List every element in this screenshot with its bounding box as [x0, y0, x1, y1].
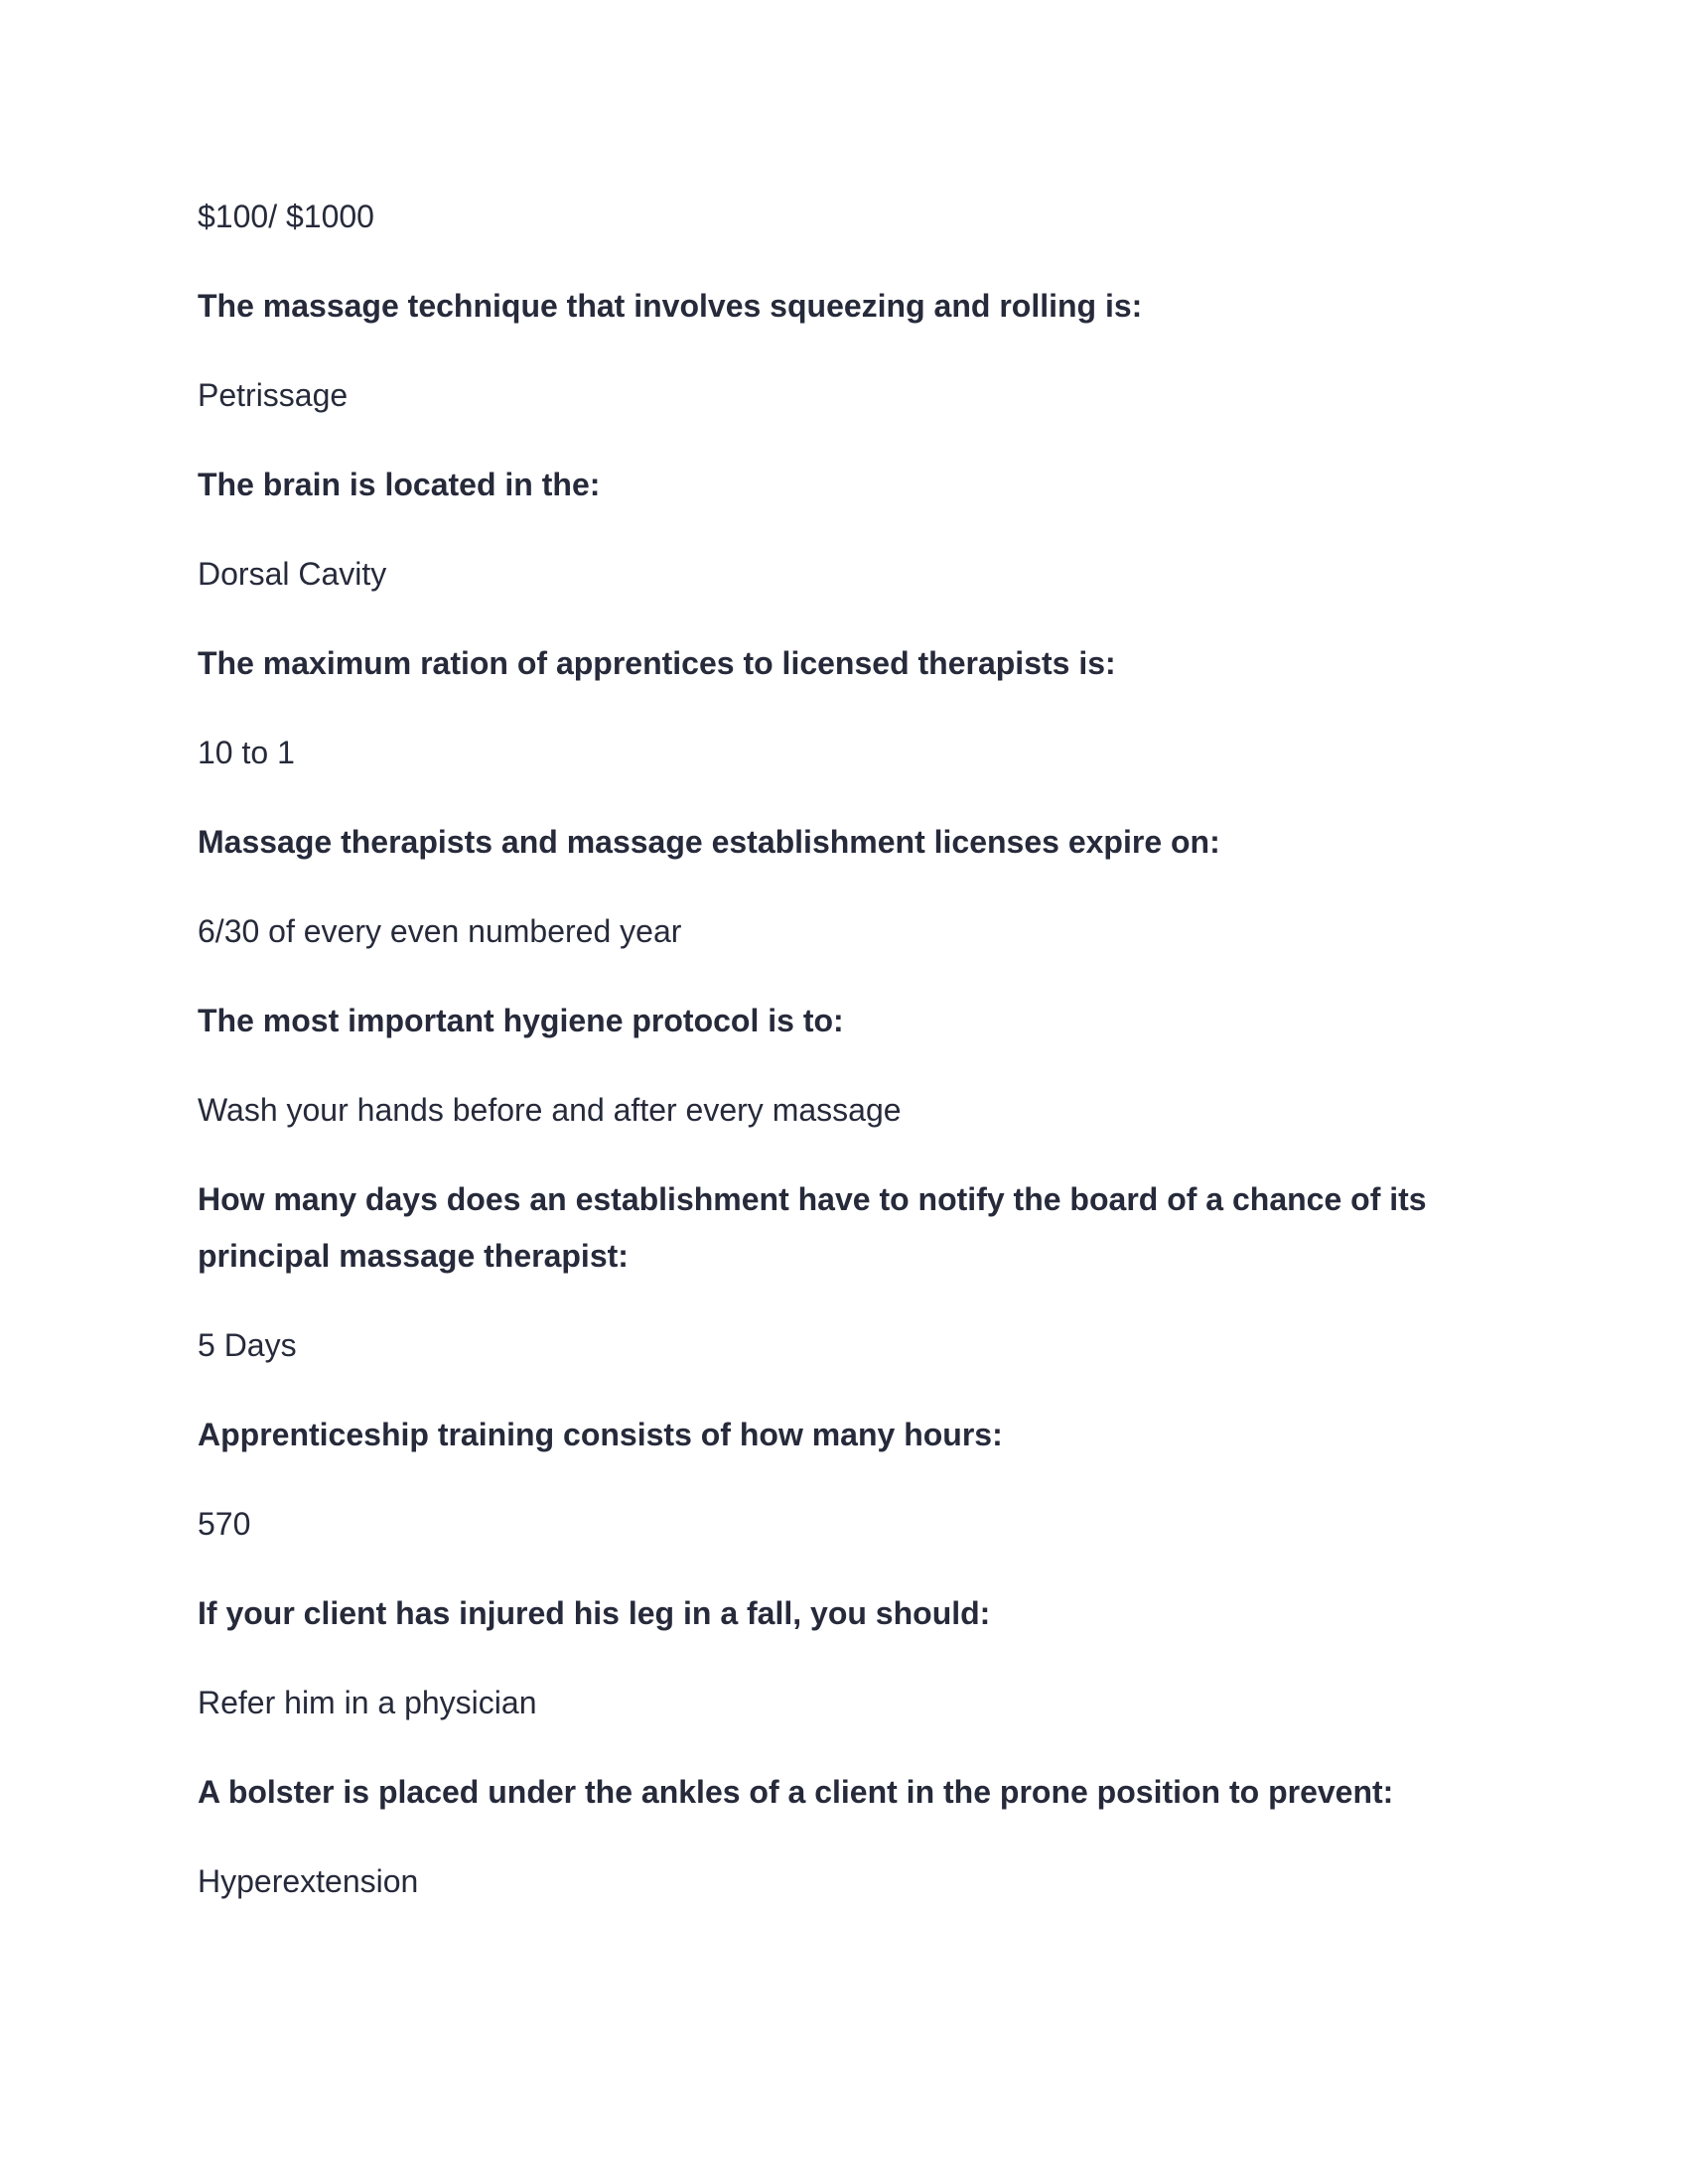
answer-text: 6/30 of every even numbered year [198, 913, 682, 949]
answer-text: Dorsal Cavity [198, 556, 387, 592]
question-text: If your client has injured his leg in a fall, you should: [198, 1595, 991, 1631]
question-text: How many days does an establishment have to notify the board of a chance of its principal massage therapist: [198, 1181, 1427, 1274]
question-text: A bolster is placed under the ankles of a client in the prone position to prevent: [198, 1774, 1394, 1810]
answer-text: Hyperextension [198, 1863, 419, 1899]
answer-text: $100/ $1000 [198, 199, 374, 234]
answer-text: 10 to 1 [198, 735, 295, 770]
answer-text: Petrissage [198, 377, 349, 413]
answer-text: 570 [198, 1506, 251, 1542]
answer-text: 5 Days [198, 1327, 297, 1363]
qa-list [198, 278, 1498, 1910]
question-text: The brain is located in the: [198, 467, 601, 502]
question-text: Apprenticeship training consists of how many hours: [198, 1417, 1003, 1452]
question-text: Massage therapists and massage establishment licenses expire on: [198, 824, 1220, 860]
answer-text: Refer him in a physician [198, 1685, 537, 1720]
question-text: The massage technique that involves squeezing and rolling is: [198, 288, 1143, 324]
answer-text: Wash your hands before and after every massage [198, 1092, 902, 1128]
question-text: The most important hygiene protocol is to: [198, 1003, 844, 1038]
document-page [198, 189, 1498, 1943]
question-text: The maximum ration of apprentices to licensed therapists is: [198, 645, 1116, 681]
